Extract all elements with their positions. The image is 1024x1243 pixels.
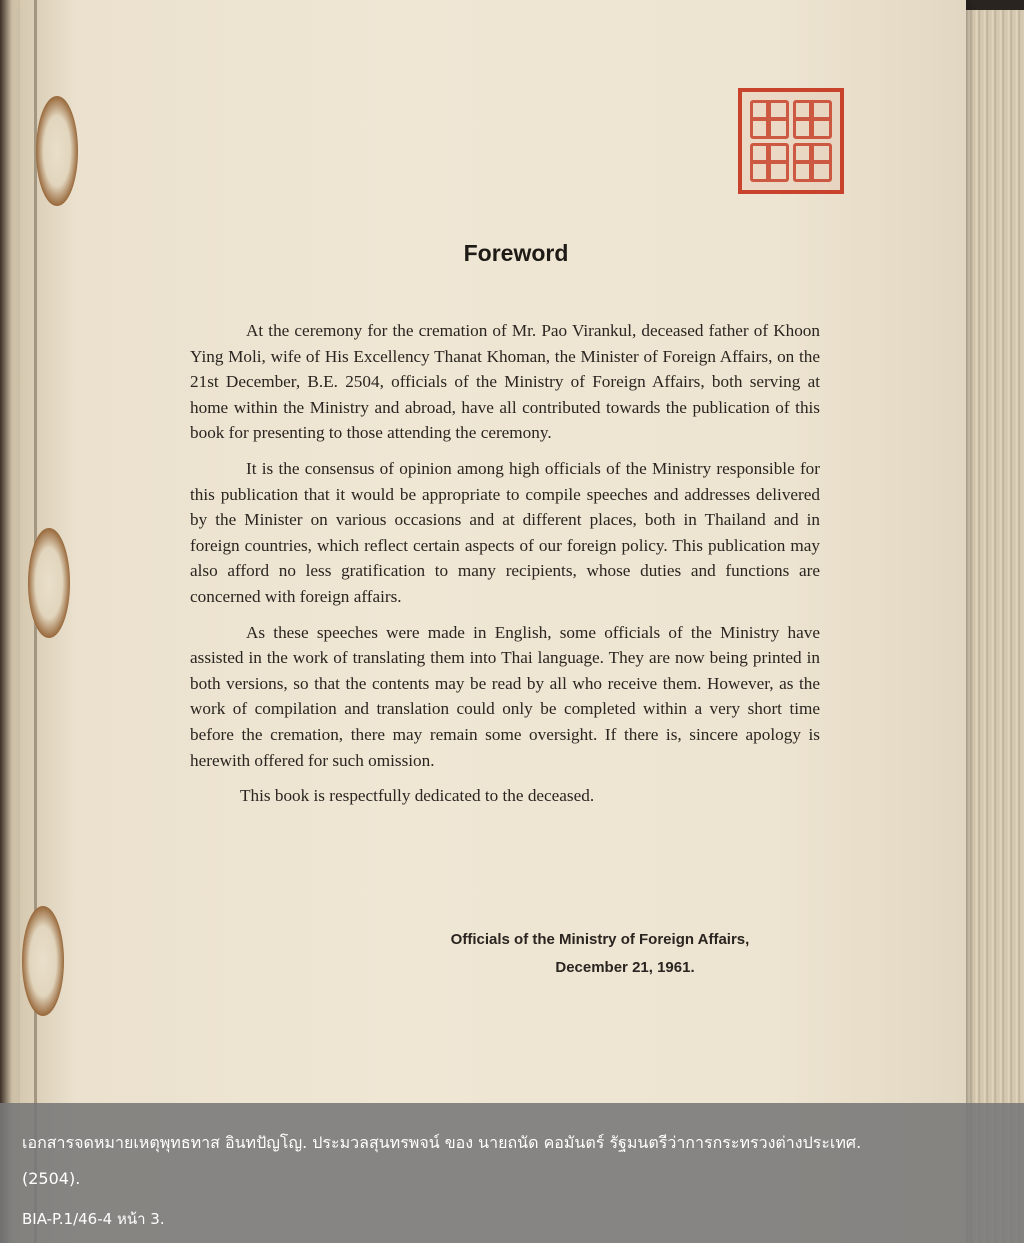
caption-title: เอกสารจดหมายเหตุพุทธทาส อินทปัญโญ. ประมวลสุนทรพจน์ ของ นายถนัด คอมันตร์ รัฐมนตรีว่าการกระทรวงต่างประเทศ. [22,1133,862,1152]
seal-glyph [793,143,832,182]
seal-glyph [750,100,789,139]
binder-hole-bottom [22,906,64,1016]
caption-year: (2504). [22,1169,81,1188]
caption-reference: BIA-P.1/46-4 หน้า 3. [22,1210,165,1228]
signature-line: Officials of the Ministry of Foreign Affairs, [450,931,750,948]
red-seal-stamp [738,88,844,194]
paragraph-1: At the ceremony for the cremation of Mr. Pao Virankul, deceased father of Khoon Ying Moli, wife of His Excellency Thanat Khoman, the Minister of Foreign Affairs, on the 21st December, B.E. 2504, officials of the Ministry of Foreign Affairs, both serving at home within the Ministry and abroad, have all contributed towards the publication of this book for presenting to those attending the ceremony. [190,321,820,443]
signature-block [370,926,830,982]
signature-date: December 21, 1961. [555,959,695,976]
seal-glyph [793,100,832,139]
archive-caption [0,1103,1024,1243]
paragraph-2: It is the consensus of opinion among high officials of the Ministry responsible for this publication that it would be appropriate to compile speeches and addresses delivered by the Minister on various occasions and at different places, both in Thailand and in foreign countries, which reflect certain aspects of our foreign policy. This publication may also afford no less gratification to many recipients, whose duties and functions are concerned with foreign affairs. [190,458,820,606]
binder-hole-top [36,96,78,206]
foreword-body [190,318,820,819]
dedication-line: This book is respectfully dedicated to the deceased. [240,786,595,806]
seal-glyph [750,143,789,182]
binder-hole-middle [28,528,70,638]
page-title: Foreword [463,240,569,266]
paragraph-3: As these speeches were made in English, some officials of the Ministry have assisted in the work of translating them into Thai language. They are now being printed in both versions, so that the contents may be read by all who receive them. However, as the work of compilation and translation could only be completed within a very short time before the cremation, there may remain some oversight. If there is, sincere apology is herewith offered for such omission. [190,622,820,770]
